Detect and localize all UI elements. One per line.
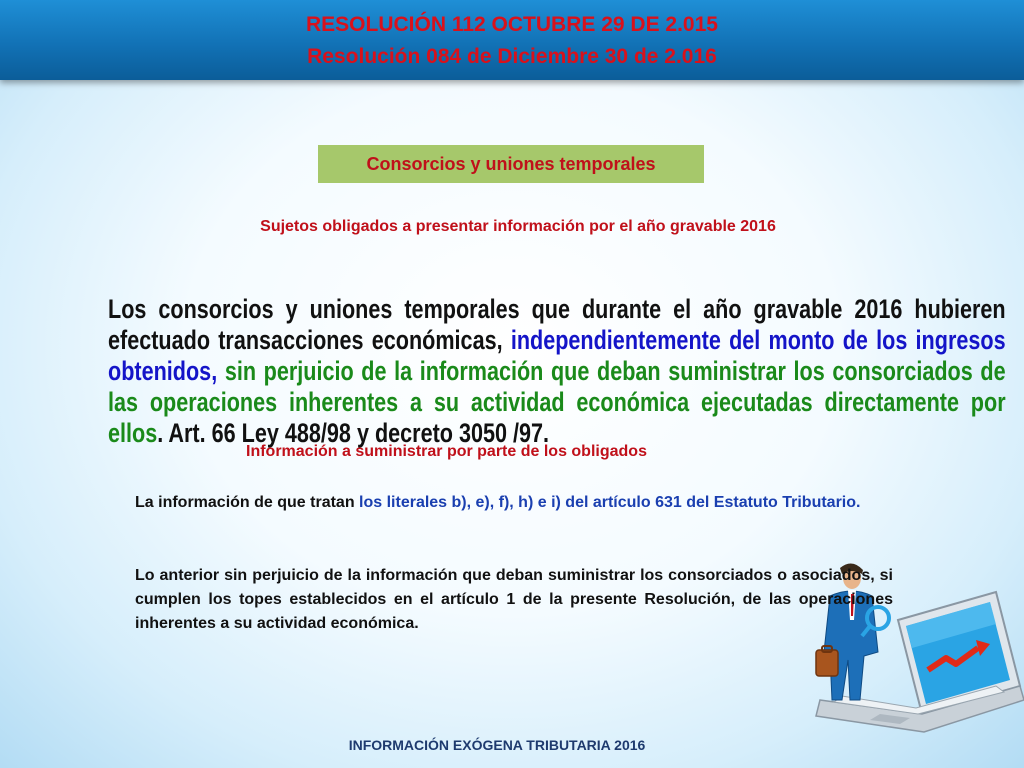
paragraph-literals-blue-text: los literales b), e), f), h) e i) del artículo 631 del Estatuto Tributario. bbox=[359, 494, 861, 511]
paragraph-literals bbox=[135, 491, 893, 515]
info-title: Información a suministrar por parte de los obligados bbox=[246, 443, 647, 460]
section-title: Consorcios y uniones temporales bbox=[366, 153, 656, 174]
footer-title: INFORMACIÓN EXÓGENA TRIBUTARIA 2016 bbox=[348, 737, 646, 753]
paragraph-literals-text: La información de que tratan bbox=[135, 494, 360, 511]
main-paragraph-citation: . Art. 66 Ley 488/98 y decreto 3050 /97. bbox=[157, 418, 550, 448]
title-banner bbox=[0, 0, 1024, 80]
main-paragraph-comma: , bbox=[211, 356, 225, 386]
main-paragraph bbox=[108, 294, 1006, 449]
paragraph-prejudice: Lo anterior sin perjuicio de la información que deban suministrar los consorciados o asociados, si cumplen los topes establecidos en el artículo 1 de la presente Resolución, de las operaciones inherentes a su actividad económica. bbox=[135, 567, 893, 632]
main-paragraph-text-1: Los consorcios y uniones temporales que durante el año gravable 2016 hubieren efectuado transacciones económicas, bbox=[108, 294, 1006, 355]
main-paragraph-blue-text: independientemente del monto de los ingresos obtenidos bbox=[108, 325, 1006, 386]
resolution-title-2: Resolución 084 de Diciembre 30 de 2.016 bbox=[307, 45, 717, 68]
subtitle: Sujetos obligados a presentar información por el año gravable 2016 bbox=[260, 218, 776, 235]
main-paragraph-green-text: sin perjuicio de la información que deban suministrar los consorciados de las operaciones inherentes a su actividad económica ejecutadas directamente por ellos bbox=[108, 356, 1006, 448]
resolution-title-1: RESOLUCIÓN 112 OCTUBRE 29 DE 2.015 bbox=[306, 13, 718, 36]
section-title-box bbox=[318, 145, 704, 183]
